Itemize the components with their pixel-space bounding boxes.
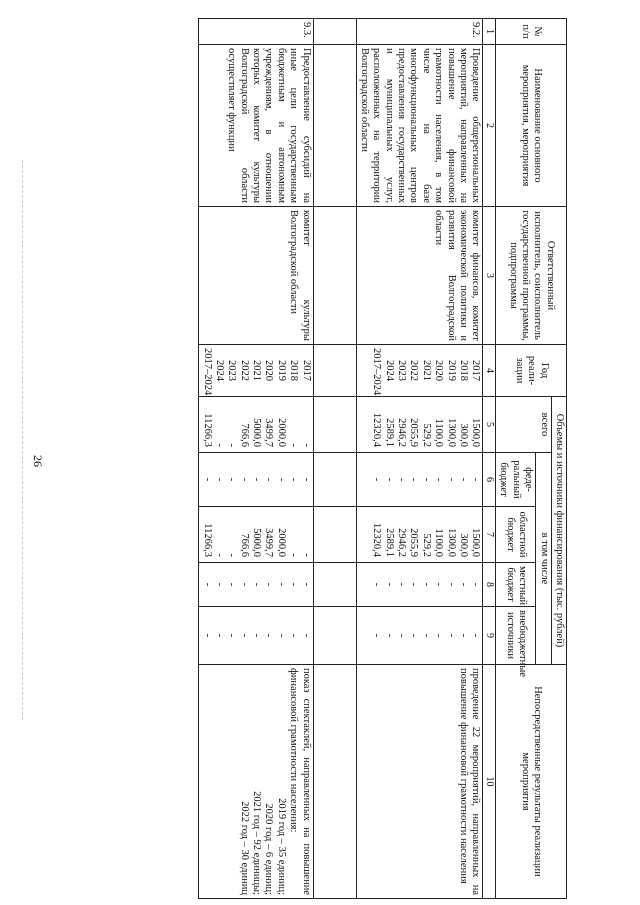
- federal-amount-value: -: [420, 477, 432, 482]
- header-num: № п/п: [496, 19, 567, 45]
- spacer-cell: [313, 665, 356, 899]
- total-amount-value: 2946,2: [396, 418, 408, 447]
- year-value: 2021: [251, 360, 263, 381]
- spacer-cell: [313, 397, 356, 453]
- federal-amount-value: -: [300, 477, 312, 482]
- regional-amount-value: 529,2: [420, 533, 432, 557]
- page-number: 26: [31, 455, 45, 467]
- regional-amount-value: 300,0: [457, 533, 469, 557]
- regional-amount-value: 2946,2: [396, 528, 408, 557]
- federal-amount-value: -: [457, 477, 469, 482]
- regional-amount-value: 5000,0: [251, 528, 263, 557]
- total-amount-value: -: [213, 443, 225, 447]
- extra-amount-value: -: [408, 633, 420, 638]
- federal-amount-value: -: [263, 477, 275, 482]
- result-line: проведение 22 мероприятий, направленных на повышение финансовой грамотности населения: [457, 668, 482, 895]
- header-extra: внебюджетные источники: [496, 607, 536, 665]
- extra-amount-value: -: [238, 633, 250, 638]
- col-number: 3: [483, 207, 496, 345]
- local-amount-value: -: [263, 582, 275, 587]
- header-total: всего: [496, 397, 552, 453]
- local-amount-value: -: [396, 582, 408, 587]
- spacer-cell: [313, 607, 356, 665]
- federal-amount-value: -: [226, 477, 238, 482]
- federal-amount-value: -: [213, 477, 225, 482]
- regional-amount-value: -: [213, 553, 225, 557]
- year-value: 2022: [408, 360, 420, 381]
- local-amount-value: -: [433, 582, 445, 587]
- col-number: 9: [483, 607, 496, 665]
- year-value: 2020: [433, 360, 445, 381]
- year-value: 2017–2024: [371, 348, 383, 396]
- spacer-cell: [313, 45, 356, 207]
- federal-amount-value: -: [371, 477, 383, 482]
- extra-amount-value: -: [383, 633, 395, 638]
- local-amount-value: -: [238, 582, 250, 587]
- regional-amount-value: -: [288, 553, 300, 557]
- federal-amount-value: -: [445, 477, 457, 482]
- total-amount-value: 1300,0: [445, 418, 457, 447]
- year-value: 2018: [457, 360, 469, 381]
- total-amount-value: 2055,9: [408, 418, 420, 447]
- federal-amount-value: -: [408, 477, 420, 482]
- total-amount-value: 529,2: [420, 423, 432, 447]
- federal-amount-value: -: [238, 477, 250, 482]
- result-line: 2021 год – 92 единицы;: [251, 791, 263, 895]
- year-value: 2018: [288, 360, 300, 381]
- regional-amount-value: 766,6: [238, 533, 250, 557]
- header-incl: в том числе: [536, 453, 551, 665]
- local-amount-value: -: [470, 582, 482, 587]
- measure-name: Предоставление субсидий на иные цели государственным бюджетным и автономным учреждениям, в отношении которых комитет культуры Волгоградской области осуществляет функции: [199, 45, 313, 207]
- year-value: 2017: [300, 360, 312, 381]
- total-amount: [199, 397, 313, 453]
- result: [199, 665, 313, 899]
- table-row: [356, 19, 483, 899]
- result-line: 2022 год – 30 единиц: [238, 801, 250, 895]
- regional-amount-value: 12320,4: [371, 522, 383, 557]
- year: [356, 345, 483, 397]
- funding-table: [198, 18, 567, 899]
- total-amount-value: 12320,4: [371, 412, 383, 447]
- federal-amount: [356, 453, 483, 507]
- year-value: 2024: [383, 360, 395, 381]
- header-funding: Объемы и источники финансирования (тыс. рублей): [551, 397, 566, 665]
- extra-amount-value: -: [457, 633, 469, 638]
- extra-amount-value: -: [201, 633, 213, 638]
- header-year: Год реали-зации: [496, 345, 567, 397]
- scan-edge-artifact: [22, 160, 24, 720]
- local-amount-value: -: [300, 582, 312, 587]
- col-number: 1: [483, 19, 496, 45]
- federal-amount: [199, 453, 313, 507]
- row-spacer: [313, 19, 356, 899]
- extra-amount-value: -: [445, 633, 457, 638]
- total-amount-value: 2000,0: [275, 418, 287, 447]
- header-local: местный бюджет: [496, 563, 536, 607]
- year-value: 2017–2024: [201, 348, 213, 396]
- total-amount: [356, 397, 483, 453]
- local-amount: [199, 563, 313, 607]
- extra-amount: [199, 607, 313, 665]
- year-value: 2024: [213, 360, 225, 381]
- federal-amount-value: -: [470, 477, 482, 482]
- spacer-cell: [313, 207, 356, 345]
- local-amount-value: -: [275, 582, 287, 587]
- local-amount-value: -: [408, 582, 420, 587]
- spacer-cell: [313, 507, 356, 563]
- extra-amount-value: -: [251, 633, 263, 638]
- result-line: показ спектаклей, направленных на повышение финансовой грамотности населения:: [288, 668, 312, 895]
- extra-amount-value: -: [371, 633, 383, 638]
- regional-amount-value: 11266,3: [201, 523, 213, 557]
- year-value: 2023: [396, 360, 408, 381]
- total-amount-value: 5000,0: [251, 418, 263, 447]
- regional-amount: [199, 507, 313, 563]
- federal-amount-value: -: [288, 477, 300, 482]
- local-amount-value: -: [226, 582, 238, 587]
- federal-amount-value: -: [396, 477, 408, 482]
- extra-amount-value: -: [470, 633, 482, 638]
- year-value: 2023: [226, 360, 238, 381]
- year: [199, 345, 313, 397]
- spacer-cell: [313, 345, 356, 397]
- local-amount-value: -: [201, 582, 213, 587]
- extra-amount-value: -: [300, 633, 312, 638]
- regional-amount-value: 1100,0: [433, 528, 445, 557]
- col-number: 5: [483, 397, 496, 453]
- header-federal: феде-ральный бюджет: [496, 453, 536, 507]
- executor: комитет культуры Волгоградской области: [199, 207, 313, 345]
- total-amount-value: 3499,7: [263, 418, 275, 447]
- col-number: 2: [483, 45, 496, 207]
- col-number: 4: [483, 345, 496, 397]
- total-amount-value: 1500,0: [470, 418, 482, 447]
- regional-amount: [356, 507, 483, 563]
- extra-amount-value: -: [396, 633, 408, 638]
- regional-amount-value: 2589,1: [383, 528, 395, 557]
- table-row: [199, 19, 313, 899]
- local-amount-value: -: [457, 582, 469, 587]
- extra-amount-value: -: [213, 633, 225, 638]
- header-executor: Ответственный исполнитель, соисполнитель государственной программы, подпрограммы: [496, 207, 567, 345]
- header-regional: областной бюджет: [496, 507, 536, 563]
- total-amount-value: 766,6: [238, 423, 250, 447]
- measure-name: Проведение общерегиональных мероприятий, направленных на повышение финансовой грамотности населения, в том числе на базе многофункциональных центров предоставления государственных и муниципальных услуг, расположенных на территории Волгоградской области: [356, 45, 483, 207]
- federal-amount-value: -: [275, 477, 287, 482]
- regional-amount-value: -: [300, 553, 312, 557]
- regional-amount-value: 1300,0: [445, 528, 457, 557]
- local-amount: [356, 563, 483, 607]
- col-number: 8: [483, 563, 496, 607]
- header-result: Непосредственные результаты реализации мероприятия: [496, 665, 567, 899]
- extra-amount: [356, 607, 483, 665]
- year-value: 2017: [470, 360, 482, 381]
- regional-amount-value: 3499,7: [263, 528, 275, 557]
- extra-amount-value: -: [433, 633, 445, 638]
- federal-amount-value: -: [251, 477, 263, 482]
- extra-amount-value: -: [420, 633, 432, 638]
- federal-amount-value: -: [201, 477, 213, 482]
- result-line: 2020 год – 6 единиц;: [263, 803, 275, 895]
- year-value: 2021: [420, 360, 432, 381]
- header-name: Наименование основного мероприятия, мероприятия: [496, 45, 567, 207]
- year-value: 2022: [238, 360, 250, 381]
- regional-amount-value: 2000,0: [275, 528, 287, 557]
- rotated-page: [147, 18, 567, 898]
- regional-amount-value: 1500,0: [470, 528, 482, 557]
- spacer-cell: [313, 563, 356, 607]
- col-number: 6: [483, 453, 496, 507]
- local-amount-value: -: [445, 582, 457, 587]
- spacer-cell: [313, 453, 356, 507]
- total-amount-value: -: [288, 443, 300, 447]
- federal-amount-value: -: [433, 477, 445, 482]
- total-amount-value: -: [300, 443, 312, 447]
- col-number: 10: [483, 665, 496, 899]
- extra-amount-value: -: [275, 633, 287, 638]
- total-amount-value: 1100,0: [433, 418, 445, 447]
- extra-amount-value: -: [226, 633, 238, 638]
- local-amount-value: -: [288, 582, 300, 587]
- year-value: 2019: [445, 360, 457, 381]
- year-value: 2019: [275, 360, 287, 381]
- federal-amount-value: -: [383, 477, 395, 482]
- executor: комитет финансов, комитет экономической политики и развития Волгоградской области: [356, 207, 483, 345]
- result-line: 2019 год – 35 единиц;: [275, 798, 287, 895]
- local-amount-value: -: [371, 582, 383, 587]
- row-number: 9.2.: [356, 19, 483, 45]
- local-amount-value: -: [383, 582, 395, 587]
- local-amount-value: -: [251, 582, 263, 587]
- col-number: 7: [483, 507, 496, 563]
- spacer-cell: [313, 19, 356, 45]
- row-number: 9.3.: [199, 19, 313, 45]
- local-amount-value: -: [420, 582, 432, 587]
- total-amount-value: 2589,1: [383, 418, 395, 447]
- extra-amount-value: -: [263, 633, 275, 638]
- total-amount-value: 300,0: [457, 423, 469, 447]
- year-value: 2020: [263, 360, 275, 381]
- extra-amount-value: -: [288, 633, 300, 638]
- total-amount-value: 11266,3: [201, 413, 213, 447]
- regional-amount-value: -: [226, 553, 238, 557]
- local-amount-value: -: [213, 582, 225, 587]
- total-amount-value: -: [226, 443, 238, 447]
- result: [356, 665, 483, 899]
- regional-amount-value: 2055,9: [408, 528, 420, 557]
